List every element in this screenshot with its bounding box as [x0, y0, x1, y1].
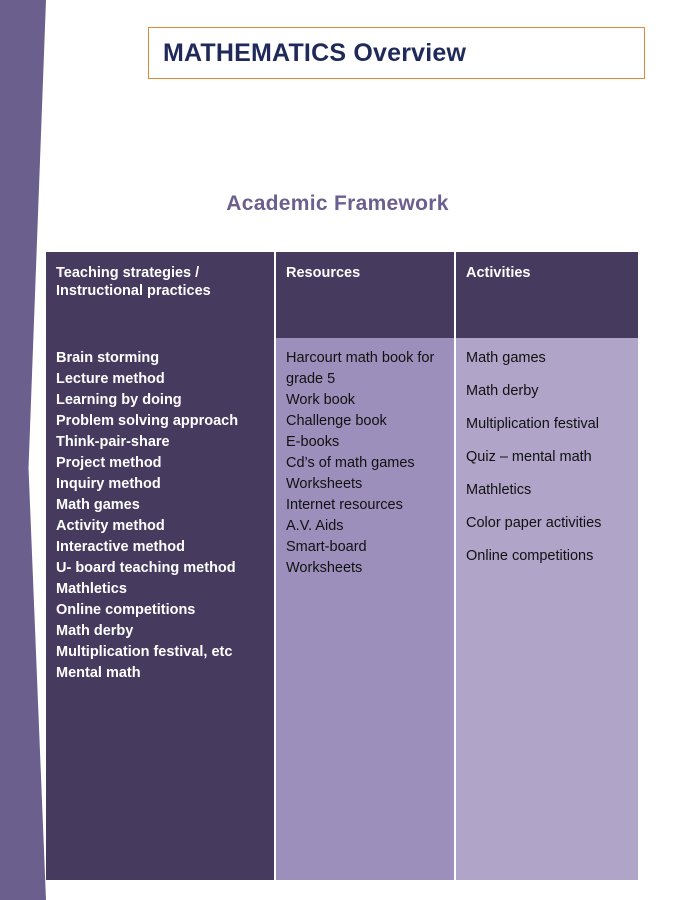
page-title: MATHEMATICS Overview	[163, 38, 467, 67]
list-item: Math derby	[56, 623, 134, 639]
list-item: Online competitions	[56, 602, 196, 618]
list-item: E-books	[286, 434, 340, 450]
table-column-resources	[274, 252, 454, 880]
page-title-box	[148, 27, 645, 79]
list-item: Inquiry method	[56, 476, 161, 492]
teaching-strategies-list	[56, 348, 264, 684]
list-item: Multiplication festival	[466, 416, 599, 432]
list-item: Worksheets	[286, 476, 363, 492]
table-column-activities	[454, 252, 638, 880]
list-item: Activity method	[56, 518, 165, 534]
list-item: U- board teaching method	[56, 560, 236, 576]
column-body-activities	[454, 338, 638, 880]
list-item: Project method	[56, 455, 162, 471]
list-item: Internet resources	[286, 497, 403, 513]
list-item: Harcourt math book for grade 5	[286, 350, 435, 387]
list-item: Quiz – mental math	[466, 449, 592, 465]
table-column-teaching-strategies	[46, 252, 274, 880]
list-item: A.V. Aids	[286, 518, 344, 534]
list-item: Mathletics	[466, 482, 532, 498]
list-item: Math games	[466, 350, 546, 366]
list-item: Math games	[56, 497, 140, 513]
column-body-teaching-strategies	[46, 338, 274, 880]
list-item: Multiplication festival, etc	[56, 644, 233, 660]
column-body-resources	[274, 338, 454, 880]
list-item: Online competitions	[466, 548, 594, 564]
list-item: Cd’s of math games	[286, 455, 415, 471]
list-item: Problem solving approach	[56, 413, 239, 429]
list-item: Mathletics	[56, 581, 127, 597]
list-item: Worksheets	[286, 560, 363, 576]
list-item: Math derby	[466, 383, 539, 399]
list-item: Learning by doing	[56, 392, 182, 408]
list-item: Smart-board	[286, 539, 367, 555]
list-item: Mental math	[56, 665, 141, 681]
column-header-teaching-strategies: Teaching strategies / Instructional practices	[46, 252, 274, 338]
list-item: Lecture method	[56, 371, 165, 387]
academic-framework-table	[46, 252, 638, 880]
list-item: Brain storming	[56, 350, 160, 366]
list-item: Work book	[286, 392, 356, 408]
column-header-resources: Resources	[274, 252, 454, 338]
section-heading: Academic Framework	[226, 192, 449, 215]
list-item: Color paper activities	[466, 515, 602, 531]
list-item: Interactive method	[56, 539, 185, 555]
list-item: Think-pair-share	[56, 434, 170, 450]
column-header-activities: Activities	[454, 252, 638, 338]
resources-list	[286, 348, 444, 579]
list-item: Challenge book	[286, 413, 387, 429]
activities-list	[466, 348, 628, 567]
